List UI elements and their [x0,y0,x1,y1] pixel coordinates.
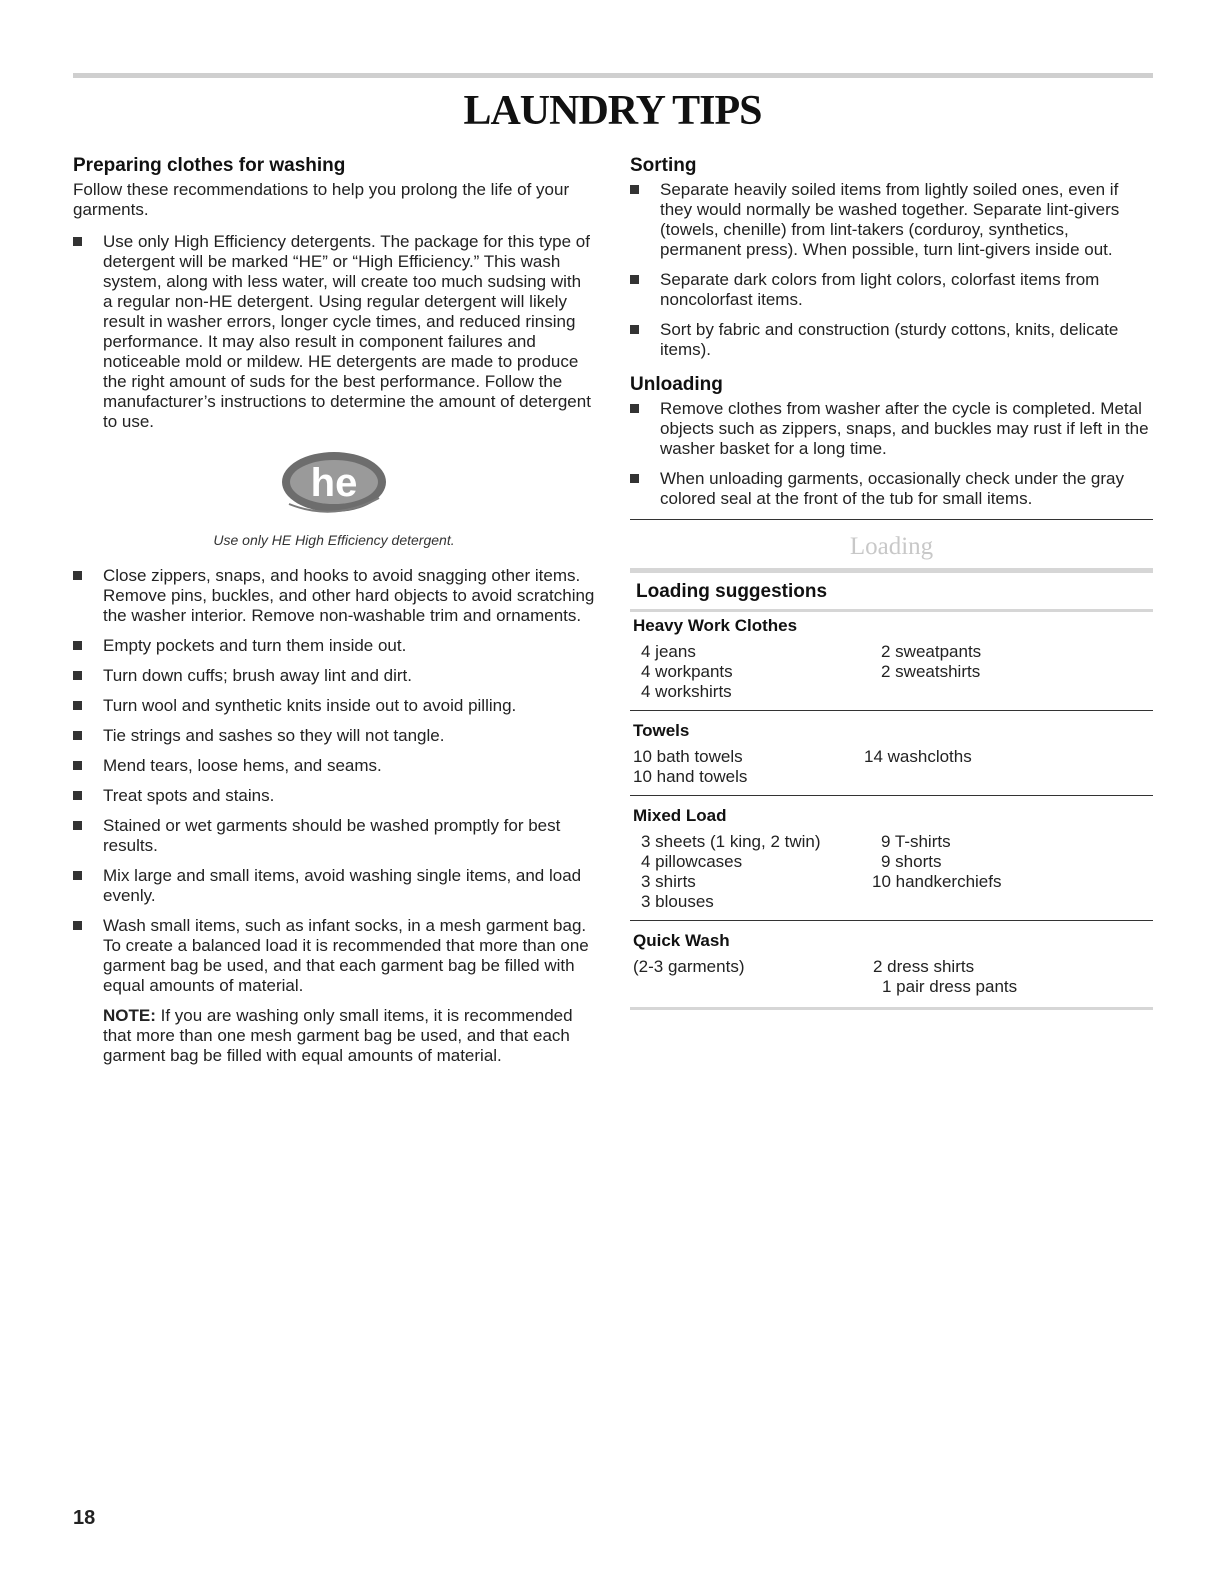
list-item: 10 hand towels [633,767,748,786]
preparing-intro: Follow these recommendations to help you prolong the life of your garments. [73,180,570,219]
loading-title: Loading [849,533,934,560]
list-item: Tie strings and sashes so they will not tangle. [73,726,595,746]
list-item: Empty pockets and turn them inside out. [73,636,595,656]
list-item: 10 bath towels [633,747,743,766]
group-divider [630,795,1153,796]
list-item: 2 dress shirts [873,957,975,976]
load-group-title: Mixed Load [633,806,727,825]
list-item: Stained or wet garments should be washed promptly for best results. [73,816,595,856]
he-logo [73,446,595,520]
list-item: 9 shorts [881,852,942,871]
load-group-title: Quick Wash [633,931,730,950]
list-item: Mend tears, loose hems, and seams. [73,756,595,776]
list-item: Turn wool and synthetic knits inside out to avoid pilling. [73,696,595,716]
load-group-title: Heavy Work Clothes [633,616,798,635]
note-text: If you are washing only small items, it is recommended that more than one mesh garment bag be used, and that each garment bag be filled with equal amounts of material. [103,1006,573,1065]
right-column [630,155,1153,1010]
list-item: Turn down cuffs; brush away lint and dirt. [73,666,595,686]
preparing-heading: Preparing clothes for washing [73,155,346,176]
list-item: 9 T-shirts [881,832,951,851]
list-item: 3 shirts [641,872,696,891]
unloading-heading: Unloading [630,374,723,395]
list-item: Remove clothes from washer after the cycle is completed. Metal objects such as zippers, snaps, and buckles may rust if left in the washer basket for a long time. [630,399,1153,459]
list-item: 10 handkerchiefs [872,872,1002,891]
list-item: Treat spots and stains. [73,786,595,806]
sorting-heading: Sorting [630,155,697,176]
page-number: 18 [73,1507,96,1529]
list-item: 14 washcloths [864,747,972,766]
list-item: Use only High Efficiency detergents. The package for this type of detergent will be marked “HE” or “High Efficiency.” This wash system, along with less water, will create too much sudsing with a regular non-HE detergent. Using regular detergent will likely result in washer errors, longer cycle times, and reduced rinsing performance. It may also result in component failures and noticeable mold or mildew. HE detergents are made to produce the right amount of suds for the best performance. Follow the manufacturer’s instructions to determine the amount of detergent to use. [73,232,595,432]
page-title: LAUNDRY TIPS [463,88,762,134]
unloading-bullet-list [630,399,1153,509]
section-divider [630,519,1153,520]
group-divider [630,920,1153,921]
load-group-heavy [630,612,1153,706]
sorting-bullet-list [630,180,1153,360]
top-rule [73,73,1153,78]
list-item: 1 pair dress pants [882,977,1018,996]
note-label: NOTE: [103,1006,156,1025]
load-group-quick [630,927,1153,1001]
list-item: (2-3 garments) [633,957,745,976]
list-item: When unloading garments, occasionally check under the gray colored seal at the front of the tub for small items. [630,469,1153,509]
list-item: 2 sweatshirts [881,662,981,681]
he-bullet-list [73,232,595,432]
group-divider [630,710,1153,711]
list-item: 4 jeans [641,642,696,661]
list-item: 4 workpants [641,662,733,681]
list-item: 4 pillowcases [641,852,743,871]
he-caption: Use only HE High Efficiency detergent. [213,532,455,548]
note [73,1006,595,1066]
list-item: 2 sweatpants [881,642,982,661]
list-item: Sort by fabric and construction (sturdy cottons, knits, delicate items). [630,320,1153,360]
he-logo-text: he [310,461,358,505]
list-item: 4 workshirts [641,682,732,701]
list-item: Separate dark colors from light colors, colorfast items from noncolorfast items. [630,270,1153,310]
list-item: Wash small items, such as infant socks, in a mesh garment bag. To create a balanced load it is recommended that more than one garment bag be used, and that each garment bag be filled with equal amounts of material. [73,916,595,996]
left-column [73,155,595,1066]
load-group-mixed [630,802,1153,916]
list-item: Separate heavily soiled items from lightly soiled ones, even if they would normally be washed together. Separate lint-givers (towels, chenille) from lint-takers (corduroy, synthetics, permanent press). When possible, turn lint-givers inside out. [630,180,1153,260]
list-item: Mix large and small items, avoid washing single items, and load evenly. [73,866,595,906]
list-item: 3 sheets (1 king, 2 twin) [641,832,821,851]
list-item: 3 blouses [641,892,714,911]
list-item: Close zippers, snaps, and hooks to avoid snagging other items. Remove pins, buckles, and other hard objects to avoid scratching the washer interior. Remove non-washable trim and ornaments. [73,566,595,626]
preparing-bullet-list [73,566,595,996]
loading-bottom-rule [630,1007,1153,1010]
loading-suggestions-heading: Loading suggestions [636,581,828,602]
load-group-title: Towels [633,721,690,740]
load-group-towels [630,717,1153,791]
he-logo-icon [279,446,389,520]
